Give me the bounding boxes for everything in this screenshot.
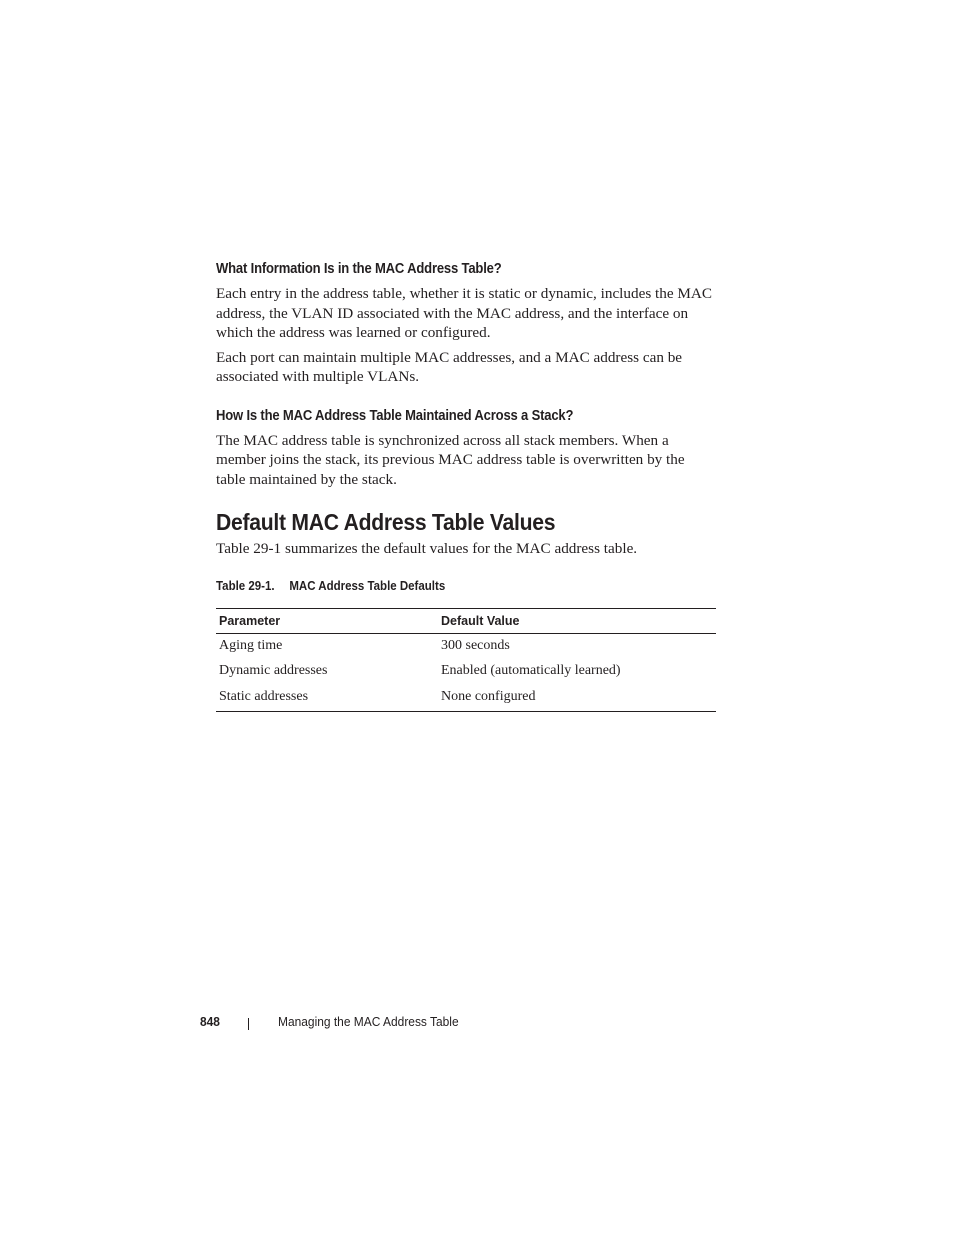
column-header-default-value: Default Value <box>438 608 716 633</box>
paragraph-port-addresses: Each port can maintain multiple MAC addresses, and a MAC address can be associated with multiple VLANs. <box>216 348 683 385</box>
table-row <box>216 684 716 712</box>
paragraph-entry-contents: Each entry in the address table, whether it is static or dynamic, includes the MAC address, the VLAN ID associated with the MAC address, and the interface on which the address was learned or configured. <box>216 285 712 341</box>
table-title: MAC Address Table Defaults <box>289 578 446 593</box>
main-heading: Default MAC Address Table Values <box>216 509 556 535</box>
table-number: Table 29-1. <box>216 578 275 593</box>
table-caption <box>216 577 676 595</box>
paragraph-table-intro: Table 29-1 summarizes the default values for the MAC address table. <box>216 540 638 557</box>
cell-parameter: Aging time <box>219 638 283 653</box>
mac-defaults-table <box>216 608 716 712</box>
cell-parameter: Dynamic addresses <box>219 663 328 678</box>
footer-chapter-title: Managing the MAC Address Table <box>278 1014 459 1029</box>
page-number: 848 <box>200 1014 220 1029</box>
table-row <box>216 633 716 659</box>
footer-separator <box>248 1018 249 1030</box>
page-content <box>216 258 716 712</box>
cell-parameter: Static addresses <box>216 684 438 712</box>
section-heading-stack-maintenance: How Is the MAC Address Table Maintained Across a Stack? <box>216 407 574 424</box>
column-header-parameter: Parameter <box>216 608 438 633</box>
paragraph-stack-sync: The MAC address table is synchronized across all stack members. When a member joins the stack, its previous MAC address table is overwritten by the table maintained by the stack. <box>216 431 685 488</box>
cell-default-value: None configured <box>438 684 716 712</box>
table-header-row <box>216 608 716 633</box>
cell-default-value: Enabled (automatically learned) <box>441 663 621 678</box>
section-heading-mac-table-info: What Information Is in the MAC Address Table? <box>216 261 502 277</box>
cell-default-value: 300 seconds <box>441 638 510 653</box>
table-row <box>216 659 716 684</box>
